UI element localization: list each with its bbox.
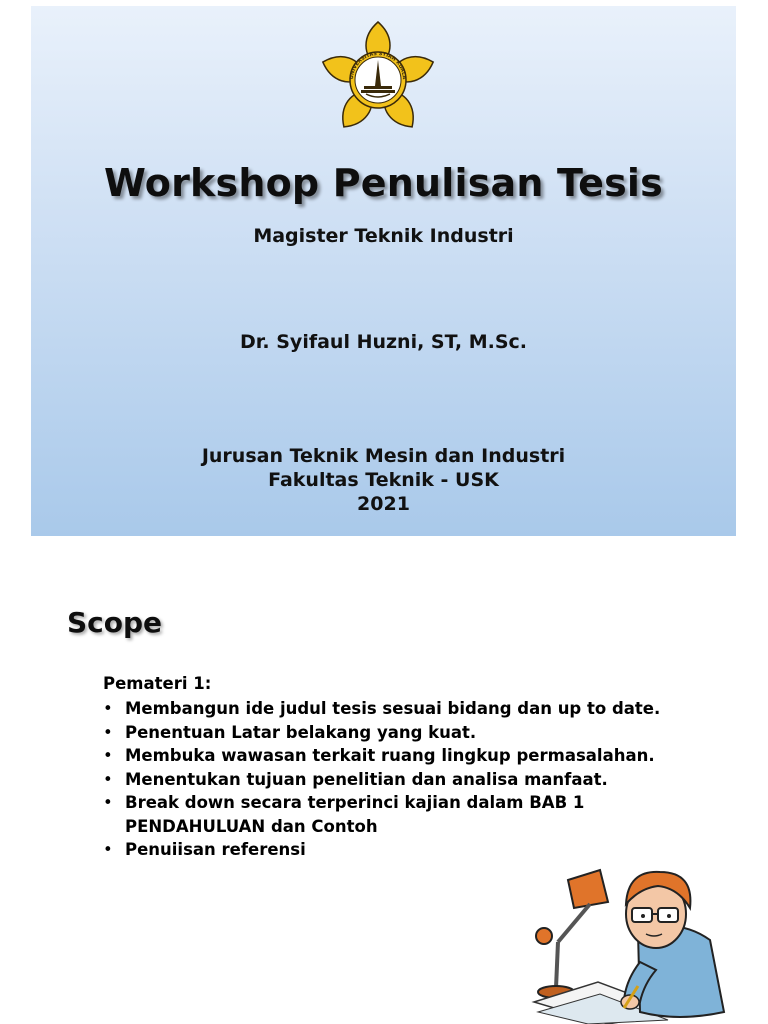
list-item: • Menentukan tujuan penelitian dan analisa manfaat. [103, 768, 703, 792]
scope-title: Scope [67, 606, 163, 639]
institution-year: 2021 [357, 493, 410, 515]
bullet-icon: • [103, 699, 113, 718]
institution-block [31, 444, 736, 516]
institution-faculty: Fakultas Teknik - USK [268, 469, 499, 491]
list-item: • Membuka wawasan terkait ruang lingkup permasalahan. [103, 744, 703, 768]
presenter-label: Pemateri 1: [103, 674, 212, 693]
bullet-icon: • [103, 793, 113, 812]
author-name: Dr. Syifaul Huzni, ST, M.Sc. [239, 331, 527, 353]
logo-text: UNIVERSITAS SYIAH KUALA [348, 50, 408, 80]
list-item: • Break down secara terperinci kajian dalam BAB 1 PENDAHULUAN dan Contoh [103, 793, 585, 836]
man-writing-at-desk-icon [528, 862, 733, 1024]
list-item: • Membangun ide judul tesis sesuai bidang dan up to date. [103, 697, 703, 721]
slide-subtitle: Magister Teknik Industri [253, 225, 514, 247]
scope-bullet-list [103, 697, 703, 862]
bullet-icon: • [103, 722, 113, 742]
bullet-icon: • [103, 746, 113, 765]
title-slide [31, 6, 736, 536]
bullet-icon: • [103, 840, 113, 859]
slide-title: Workshop Penulisan Tesis [104, 161, 663, 205]
bullet-icon: • [103, 769, 113, 789]
list-item: • Penuiisan referensi [103, 838, 703, 862]
university-logo-icon [318, 18, 438, 138]
institution-department: Jurusan Teknik Mesin dan Industri [201, 445, 566, 467]
list-item: • Penentuan Latar belakang yang kuat. [103, 721, 703, 745]
